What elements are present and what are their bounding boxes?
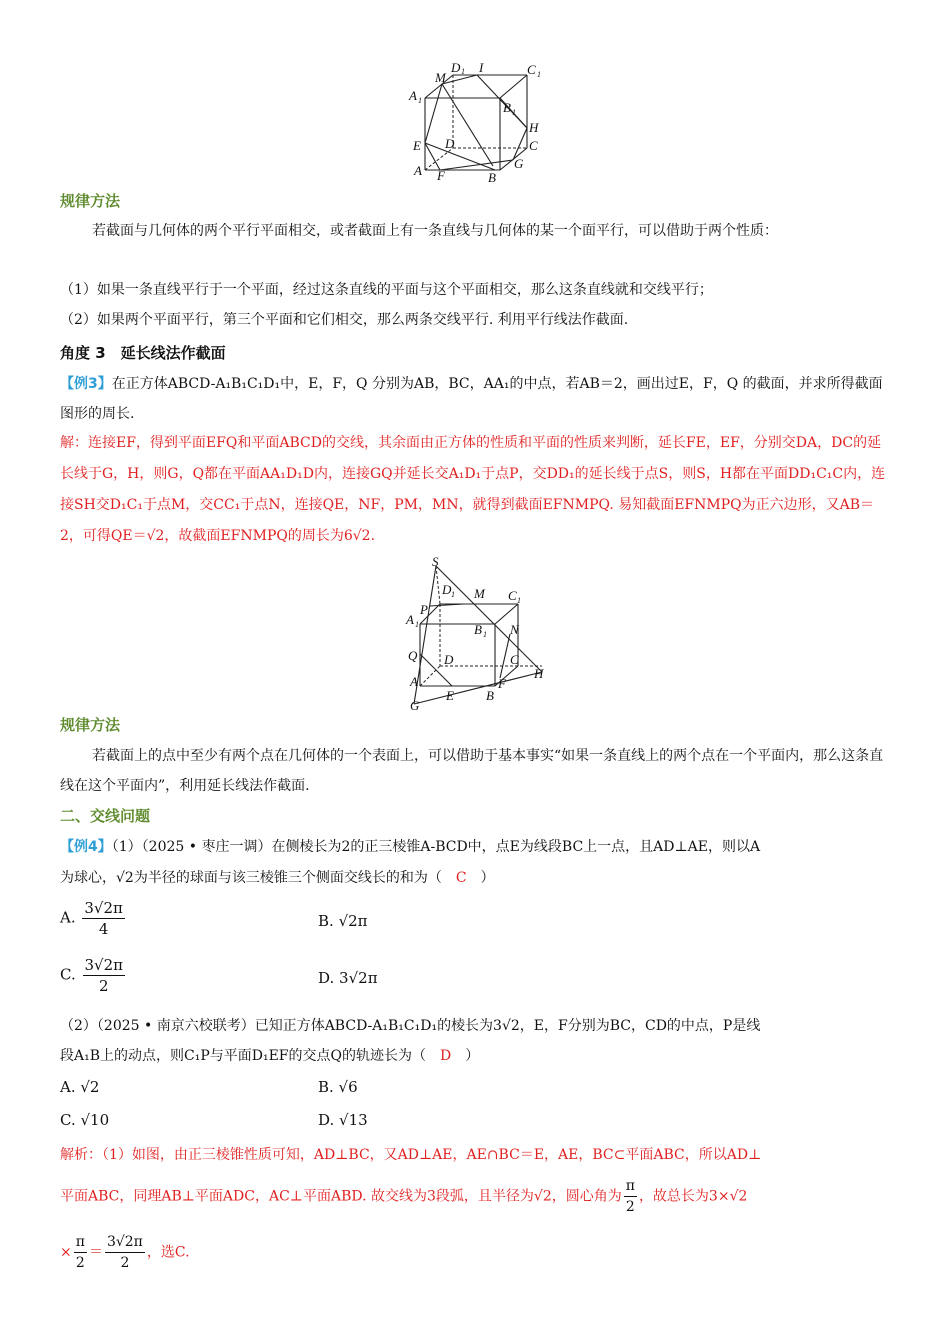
sub-C1: 1 xyxy=(537,70,541,79)
label-H: H xyxy=(529,120,539,135)
q2-line-2-pre: 段A₁B上的动点，则C₁P与平面D₁EF的交点Q的轨迹长为（ xyxy=(60,1048,427,1064)
q1-option-c[interactable] xyxy=(60,955,127,996)
q1-option-b-value: √2π xyxy=(338,912,368,930)
method-1-item-1: （1）如果一条直线平行于一个平面，经过这条直线的平面与这个平面相交，那么这条直线就和交线平行； xyxy=(60,282,713,298)
label-D: D xyxy=(445,136,455,151)
example-4-q2-line2 xyxy=(60,1041,890,1071)
label-I: I xyxy=(479,60,484,75)
q2-answer: D xyxy=(440,1048,452,1064)
example-4-q1 xyxy=(60,832,890,862)
analysis-result-num: 3√2π xyxy=(105,1232,145,1253)
label-D1: D xyxy=(442,582,452,597)
sub-C1: 1 xyxy=(517,596,521,605)
label-G: G xyxy=(410,698,420,713)
analysis-line-1 xyxy=(60,1140,890,1170)
q1-option-a-num: 3√2π xyxy=(84,899,123,917)
label-E: E xyxy=(413,138,421,153)
method-2-text: 若截面上的点中至少有两个点在几何体的一个表面上，可以借助于基本事实“如果一条直线上的两个点在一个平面内，那么这条直线在这个平面内”，利用延长线法作截面. xyxy=(60,748,884,794)
q1-line-1: （1）（2025 • 枣庄一调）在侧棱长为2的正三棱锥A-BCD中，点E为线段BC上一点，且AD⊥AE，则以A xyxy=(111,839,761,855)
example-4-tag: 【例4】 xyxy=(60,839,112,855)
label-D1: D xyxy=(451,60,461,75)
analysis-equals: ＝ xyxy=(88,1244,103,1261)
label-A1: A xyxy=(406,612,414,627)
method-1-intro: 若截面与几何体的两个平行平面相交，或者截面上有一条直线与几何体的某一个面平行，可以借助于两个性质： xyxy=(92,223,778,239)
method-1-item-2: （2）如果两个平面平行，第三个平面和它们相交，那么两条交线平行. 利用平行线法作截面. xyxy=(60,312,629,328)
q2-option-a[interactable]: A. √2 xyxy=(60,1078,100,1096)
example-3-question-text: 在正方体ABCD-A₁B₁C₁D₁中，E，F，Q 分别为AB，BC，AA₁的中点，若AB＝2，画出过E，F，Q 的截面，并求所得截面图形的周长. xyxy=(60,376,883,422)
analysis-frac-num: π xyxy=(624,1176,637,1197)
sub-B1: 1 xyxy=(483,630,487,639)
q1-option-a-den: 4 xyxy=(98,920,109,938)
example-4-q2-line1: （2）（2025 • 南京六校联考）已知正方体ABCD-A₁B₁C₁D₁的棱长为3√2，E，F分别为BC，CD的中点，P是线 xyxy=(60,1018,761,1034)
label-A: A xyxy=(410,674,418,689)
label-C1: C xyxy=(527,62,536,77)
analysis-text-2-pre: 平面ABC，同理AB⊥平面ADC，AC⊥平面ABD. 故交线为3段弧，且半径为√2，圆心角为 xyxy=(60,1188,622,1205)
q1-option-c-den: 2 xyxy=(98,977,109,995)
label-N: N xyxy=(510,622,519,637)
label-E: E xyxy=(446,688,454,703)
label-P: P xyxy=(420,602,428,617)
label-A1: A xyxy=(409,88,417,103)
method-heading-2: 规律方法 xyxy=(60,716,121,734)
label-F: F xyxy=(437,168,445,183)
example-4-q1-line2 xyxy=(60,863,890,893)
label-B: B xyxy=(488,170,496,185)
analysis-frac-den: 2 xyxy=(625,1199,635,1215)
analysis-line-2 xyxy=(60,1176,890,1217)
analysis-line-3 xyxy=(60,1232,890,1273)
solution-text: 连接EF，得到平面EFQ和平面ABCD的交线，其余面由正方体的性质和平面的性质来判断，延长FE，EF，分别交DA，DC的延长线于G，H，则G，Q都在平面AA₁D₁D内，连接GQ并延长交A₁D₁于点P，交DD₁的延长线于点S，则S，H都在平面DD₁C₁C内，连接SH交D₁C₁于点M，交CC₁于点N，连接QE，NF，PM，MN，就得到截面EFNMPQ. 易知截面EFNMPQ为正六边形，又AB＝2，可得QE＝√2，故截面EFNMPQ的周长为6√2. xyxy=(60,435,886,544)
cube-figure-2 xyxy=(400,554,555,714)
q2-line-2-post: ） xyxy=(465,1048,480,1064)
example-3-question xyxy=(60,369,890,429)
q1-option-b-label: B. xyxy=(318,912,334,930)
example-3-solution xyxy=(60,428,890,552)
label-B1: B xyxy=(503,100,511,115)
label-B1: B xyxy=(474,622,482,637)
label-F: F xyxy=(498,676,506,691)
label-S: S xyxy=(432,554,439,569)
q1-answer: C xyxy=(455,870,467,886)
q1-option-d-value: 3√2π xyxy=(339,969,378,987)
label-A: A xyxy=(414,163,422,178)
label-G: G xyxy=(514,156,524,171)
analysis-times: × xyxy=(60,1244,72,1261)
label-D: D xyxy=(444,652,454,667)
q2-option-c[interactable]: C. √10 xyxy=(60,1111,110,1129)
q2-option-d[interactable]: D. √13 xyxy=(318,1111,368,1129)
sub-D1: 1 xyxy=(451,590,455,599)
method-heading-1: 规律方法 xyxy=(60,192,121,210)
q1-option-a-label: A. xyxy=(60,908,76,927)
label-M: M xyxy=(474,586,485,601)
analysis-result-den: 2 xyxy=(120,1255,130,1271)
q1-line-2-pre: 为球心，√2为半径的球面与该三棱锥三个侧面交线长的和为（ xyxy=(60,870,442,886)
label-C: C xyxy=(510,652,519,667)
analysis-line3-two: 2 xyxy=(75,1255,85,1271)
sub-B1: 1 xyxy=(512,108,516,117)
q2-option-b[interactable]: B. √6 xyxy=(318,1078,358,1096)
section-2-heading: 二、交线问题 xyxy=(60,807,151,825)
q1-option-d-label: D. xyxy=(318,969,335,987)
label-C1: C xyxy=(508,588,517,603)
sub-A1: 1 xyxy=(415,620,419,629)
solution-lead: 解： xyxy=(60,435,88,451)
cube-figure-1 xyxy=(405,58,555,188)
analysis-line3-pi: π xyxy=(74,1232,87,1253)
analysis-text-2-post: ，故总长为3×√2 xyxy=(638,1188,748,1205)
q1-option-b[interactable] xyxy=(318,912,368,930)
q1-option-c-label: C. xyxy=(60,965,76,984)
example-3-tag: 【例3】 xyxy=(60,376,112,392)
q1-line-2-post: ） xyxy=(480,870,495,886)
q1-option-d[interactable] xyxy=(318,969,378,987)
label-M: M xyxy=(435,70,446,85)
sub-A1: 1 xyxy=(418,96,422,105)
angle-3-heading: 角度 3 延长线法作截面 xyxy=(60,344,226,362)
analysis-text-3-post: ，选C. xyxy=(146,1244,190,1261)
analysis-lead: 解析： xyxy=(60,1147,102,1163)
analysis-text-1: （1）如图，由正三棱锥性质可知，AD⊥BC，又AD⊥AE，AE∩BC＝E，AE，BC⊂平面ABC，所以AD⊥ xyxy=(102,1147,762,1163)
label-C: C xyxy=(529,138,538,153)
sub-D1: 1 xyxy=(461,67,465,76)
label-B: B xyxy=(486,688,494,703)
q1-option-c-num: 3√2π xyxy=(84,956,124,974)
q1-option-a[interactable] xyxy=(60,898,127,939)
label-H: H xyxy=(534,666,544,681)
label-Q: Q xyxy=(408,648,418,663)
